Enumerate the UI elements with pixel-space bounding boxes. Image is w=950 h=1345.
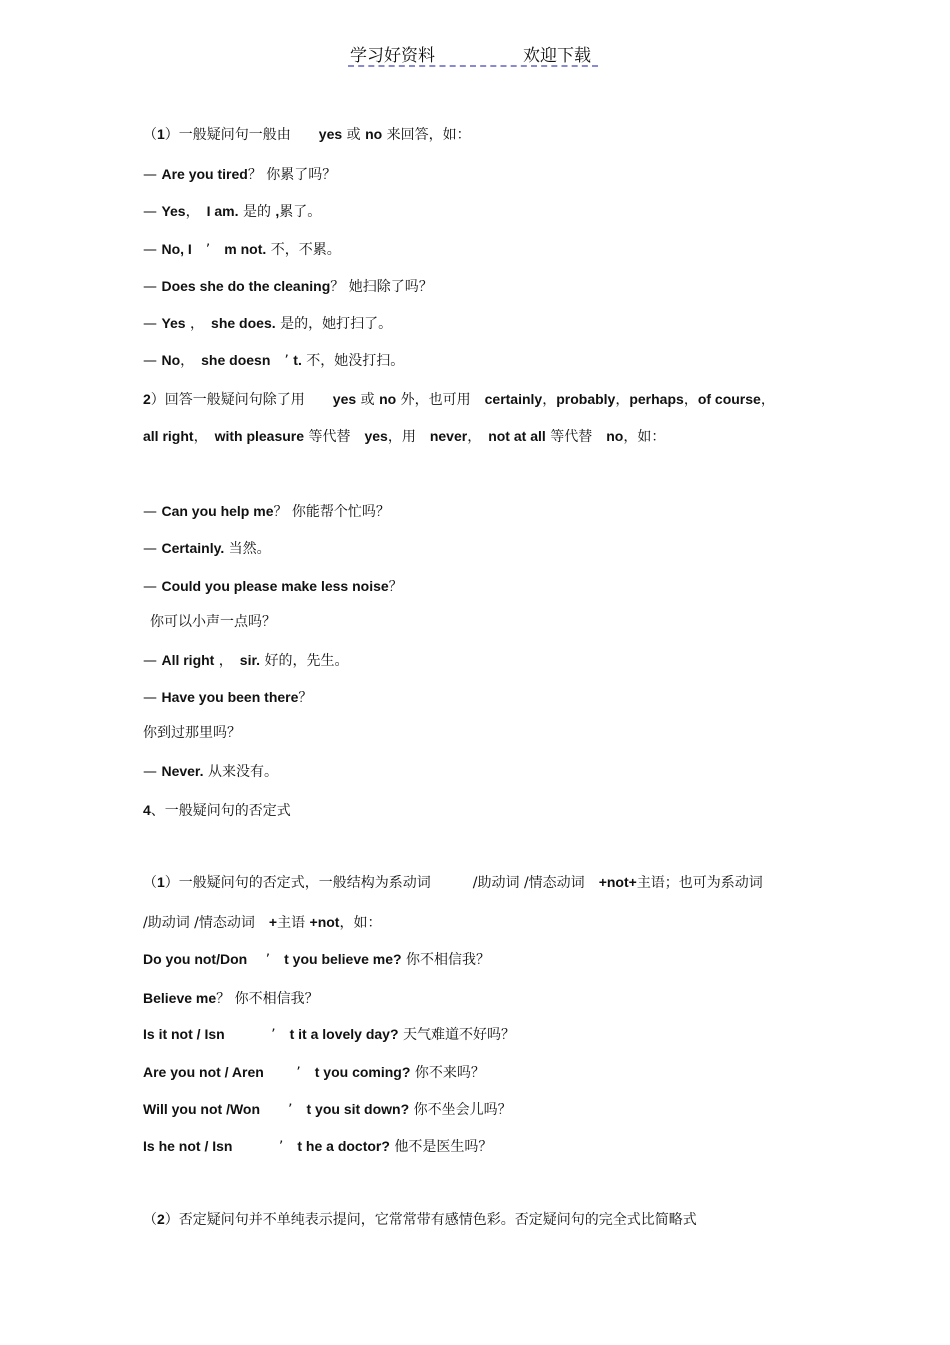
bold-text: t it a lovely day? — [289, 1026, 399, 1042]
text-segment: ’ — [270, 353, 294, 369]
bold-text: Are you tired — [161, 166, 248, 182]
text-line — [143, 1137, 492, 1156]
bold-text: No, I — [161, 241, 192, 257]
text-segment: 不，她没打扫。 — [301, 353, 405, 369]
text-segment: 你到过那里吗？ — [143, 725, 241, 741]
text-segment: 你不坐会儿吗？ — [409, 1102, 512, 1118]
text-line — [143, 688, 312, 707]
text-segment: 不，不累。 — [266, 242, 341, 258]
text-segment: ，如： — [623, 429, 666, 445]
text-line — [143, 989, 319, 1008]
bold-text: not at all — [488, 428, 546, 444]
text-segment: ）否定疑问句并不单纯表示提问，它常常带有感情色彩。否定疑问句的完全式比简略式 — [164, 1212, 697, 1228]
text-segment: 或 — [356, 392, 380, 408]
text-line — [143, 1210, 697, 1229]
bold-text: t he a doctor? — [297, 1138, 390, 1154]
text-segment: 来回答，如： — [382, 127, 471, 143]
text-segment: ’ — [247, 952, 285, 968]
text-segment: 是的 — [238, 204, 276, 220]
bold-text: no — [606, 428, 624, 444]
bold-text: Can you help me — [161, 503, 274, 519]
text-segment: ？ — [388, 579, 403, 595]
text-segment: ’ — [224, 1027, 290, 1043]
bold-text: sir. — [239, 652, 261, 668]
text-segment: 主语 — [277, 915, 310, 931]
bold-text: yes — [318, 126, 343, 142]
text-segment: ）一般疑问句的否定式，一般结构为系动词 /助动词 /情态动词 — [164, 875, 599, 891]
text-segment: ， — [185, 204, 207, 220]
bold-text: she doesn — [201, 352, 271, 368]
text-segment: ， — [683, 392, 698, 408]
text-segment: — — [143, 279, 162, 295]
header-right-text: 欢迎下载 — [523, 46, 591, 66]
bold-text: perhaps — [629, 391, 684, 407]
text-segment: — — [143, 353, 162, 369]
bold-text: of course — [697, 391, 761, 407]
text-line — [143, 427, 665, 446]
text-line — [143, 240, 341, 259]
text-line — [143, 724, 241, 742]
text-segment: ’ — [263, 1065, 315, 1081]
text-line — [143, 801, 291, 820]
text-segment: — — [143, 541, 162, 557]
text-line — [143, 202, 321, 221]
bold-text: t. — [293, 352, 302, 368]
text-segment: 你可以小声一点吗？ — [150, 614, 276, 630]
bold-text: Yes — [161, 315, 186, 331]
text-segment: ，如： — [339, 915, 382, 931]
text-segment: ’ — [191, 242, 225, 258]
text-line — [143, 125, 471, 144]
text-segment: — — [143, 579, 162, 595]
text-segment: ， — [542, 392, 557, 408]
bold-text: Certainly. — [161, 540, 225, 556]
bold-text: 4 — [143, 802, 151, 818]
bold-text: yes — [332, 391, 357, 407]
text-segment: ， — [193, 429, 215, 445]
text-line — [143, 351, 404, 370]
bold-text: certainly — [484, 391, 543, 407]
text-line — [143, 1025, 515, 1044]
bold-text: never — [429, 428, 468, 444]
text-segment: — — [143, 316, 162, 332]
bold-text: all right — [143, 428, 194, 444]
text-segment: 你不来吗？ — [410, 1065, 485, 1081]
bold-text: +not — [309, 914, 340, 930]
text-segment: ’ — [232, 1139, 298, 1155]
bold-text: Is he not / Isn — [143, 1138, 233, 1154]
text-line — [143, 502, 390, 521]
bold-text: m not. — [224, 241, 267, 257]
bold-text: Could you please make less noise — [161, 578, 389, 594]
text-segment: ？ 你累了吗？ — [247, 167, 337, 183]
text-segment: ， — [185, 316, 212, 332]
bold-text: Will you not /Won — [143, 1101, 261, 1117]
page-header — [348, 41, 598, 67]
bold-text: No — [161, 352, 181, 368]
bold-text: t you coming? — [314, 1064, 411, 1080]
text-segment: 主语；也可为系动词 — [636, 875, 763, 891]
text-line — [143, 762, 278, 781]
bold-text: + — [268, 914, 278, 930]
text-segment: ？ 她扫除了吗？ — [330, 279, 433, 295]
text-line — [143, 913, 381, 932]
text-segment: 等代替 — [545, 429, 607, 445]
bold-text: Believe me — [143, 990, 217, 1006]
text-segment: （ — [143, 875, 157, 891]
text-line — [143, 277, 433, 296]
bold-text: All right — [161, 652, 215, 668]
text-segment: ， — [214, 653, 240, 669]
text-segment: — — [143, 764, 162, 780]
text-line — [143, 165, 336, 184]
text-segment: ，用 — [387, 429, 430, 445]
bold-text: probably — [556, 391, 616, 407]
text-segment: 等代替 — [304, 429, 365, 445]
bold-text: Is it not / Isn — [143, 1026, 225, 1042]
text-segment: ， — [615, 392, 630, 408]
text-segment: ）一般疑问句一般由 — [164, 127, 319, 143]
text-segment: — — [143, 504, 162, 520]
text-segment: 你不相信我？ — [401, 952, 491, 968]
text-segment: 外，也可用 — [396, 392, 485, 408]
text-segment: — — [143, 204, 162, 220]
text-segment: — — [143, 690, 162, 706]
text-line — [143, 950, 490, 969]
text-line — [143, 651, 349, 670]
text-segment: ’ — [260, 1102, 307, 1118]
text-segment: — — [143, 653, 162, 669]
text-segment: 累了。 — [279, 204, 322, 220]
bold-text: Have you been there — [161, 689, 299, 705]
bold-text: Does she do the cleaning — [161, 278, 331, 294]
bold-text: t you believe me? — [284, 951, 402, 967]
text-segment: — — [143, 242, 162, 258]
text-line — [143, 314, 392, 333]
text-segment: （ — [143, 127, 157, 143]
text-line — [143, 539, 271, 558]
text-segment: 当然。 — [224, 541, 271, 557]
bold-text: 2 — [157, 1211, 165, 1227]
text-segment: 他不是医生吗？ — [389, 1139, 493, 1155]
text-segment: 天气难道不好吗？ — [398, 1027, 515, 1043]
text-line — [143, 390, 775, 409]
bold-text: no — [379, 391, 397, 407]
text-segment: — — [143, 167, 162, 183]
bold-text: no — [365, 126, 383, 142]
text-segment: ， — [467, 429, 489, 445]
text-segment: 、一般疑问句的否定式 — [150, 803, 291, 819]
bold-text: +not+ — [598, 874, 637, 890]
bold-text: yes — [364, 428, 388, 444]
header-left-text: 学习好资料 — [350, 46, 435, 66]
text-line — [143, 873, 763, 892]
bold-text: Are you not / Aren — [143, 1064, 264, 1080]
bold-text: I am. — [206, 203, 239, 219]
text-line — [143, 577, 403, 596]
bold-text: Yes — [161, 203, 186, 219]
bold-text: 1 — [157, 874, 165, 890]
text-segment: ？ — [298, 690, 313, 706]
text-segment: ？ 你不相信我？ — [216, 991, 319, 1007]
text-segment: ？ 你能帮个忙吗？ — [273, 504, 390, 520]
text-segment: /助动词 /情态动词 — [143, 915, 269, 931]
bold-text: , — [275, 203, 280, 219]
text-segment: 好的，先生。 — [260, 653, 349, 669]
bold-text: Never. — [161, 763, 204, 779]
text-line — [143, 1063, 485, 1082]
bold-text: 1 — [157, 126, 165, 142]
bold-text: she does. — [211, 315, 276, 331]
text-line — [150, 613, 276, 631]
text-segment: ， — [760, 392, 775, 408]
text-segment: 是的，她打扫了。 — [275, 316, 393, 332]
bold-text: Do you not/Don — [143, 951, 248, 967]
text-segment: （ — [143, 1212, 157, 1228]
text-segment: ）回答一般疑问句除了用 — [150, 392, 333, 408]
bold-text: with pleasure — [214, 428, 305, 444]
text-segment: 或 — [342, 127, 366, 143]
text-segment: ， — [180, 353, 202, 369]
bold-text: 2 — [143, 391, 151, 407]
bold-text: t you sit down? — [306, 1101, 410, 1117]
text-line — [143, 1100, 512, 1119]
text-segment: 从来没有。 — [203, 764, 278, 780]
